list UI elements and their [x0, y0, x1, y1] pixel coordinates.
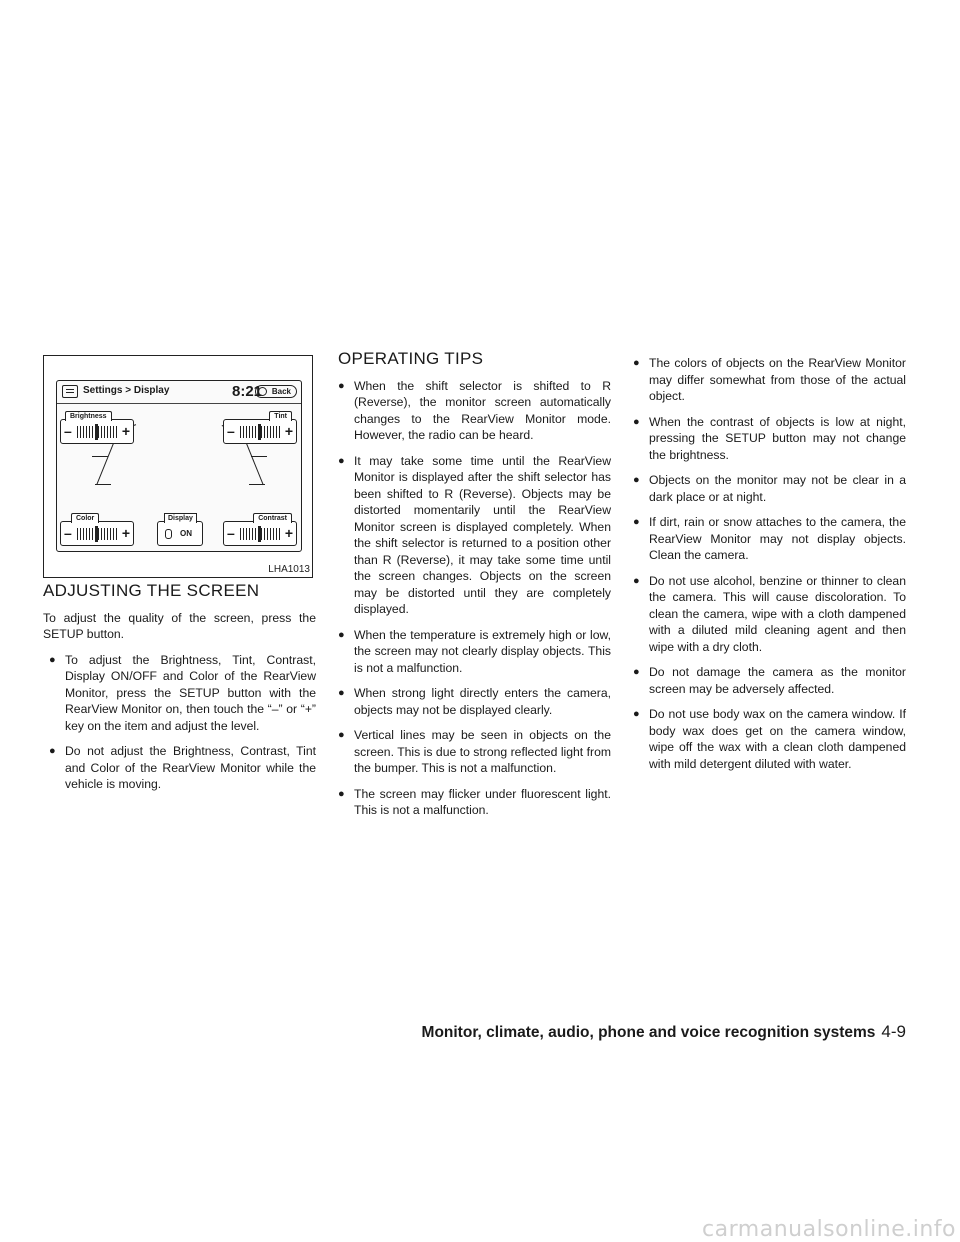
- list-item: ● Do not use alcohol, benzine or thinner to clean the camera. This will cause discoloration. To clean the camera, wipe with a cloth dampened with a diluted mild cleaning agent and then wipe with a dry cloth.: [633, 573, 906, 656]
- contrast-label: Contrast: [253, 513, 292, 523]
- list-item: ● When the contrast of objects is low at night, pressing the SETUP button may not change the brightness.: [633, 414, 906, 464]
- adjusting-intro: To adjust the quality of the screen, press the SETUP button.: [43, 610, 316, 641]
- list-item: ● When the shift selector is shifted to R (Reverse), the monitor screen automatically changes to the RearView Monitor mode. However, the radio can be heard.: [338, 378, 611, 444]
- display-state: ON: [180, 529, 192, 538]
- screen-title: Settings > Display: [83, 385, 170, 396]
- brightness-label: Brightness: [65, 411, 112, 421]
- list-item: ● To adjust the Brightness, Tint, Contrast, Display ON/OFF and Color of the RearView Monitor, press the SETUP button with the RearView Monitor on, then touch the “–” or “+” key on the item and adjust the level.: [49, 652, 316, 735]
- tips-list: [338, 378, 611, 819]
- color-plus-button[interactable]: +: [121, 525, 130, 541]
- watermark: carmanualsonline.info: [702, 1217, 956, 1242]
- column-tips: [338, 351, 611, 828]
- list-item: ● When the temperature is extremely high or low, the screen may not clearly display objects. This is not a malfunction.: [338, 627, 611, 677]
- list-item: ● Do not adjust the Brightness, Contrast, Tint and Color of the RearView Monitor while the vehicle is moving.: [49, 743, 316, 793]
- display-label: Display: [164, 513, 197, 523]
- tips-list-continued: [633, 355, 906, 772]
- back-label: Back: [271, 387, 291, 396]
- page-number: 4-9: [881, 1022, 906, 1041]
- list-item: ● Do not use body wax on the camera window. If body wax does get on the camera window, wipe off the wax with a clean cloth dampened with mild detergent diluted with water.: [633, 706, 906, 772]
- contrast-plus-button[interactable]: +: [284, 525, 293, 541]
- tint-minus-button[interactable]: –: [227, 423, 235, 439]
- tips-heading: OPERATING TIPS: [338, 349, 484, 368]
- clock: 8:21: [232, 383, 263, 400]
- list-item: ● Objects on the monitor may not be clear in a dark place or at night.: [633, 472, 906, 505]
- page-footer: [420, 1022, 906, 1042]
- list-item: ● It may take some time until the RearView Monitor is displayed after the shift selector has been shifted to R (Reverse). Objects may be distorted momentarily until the RearView Monitor screen is displayed completely. When the shift selector is returned to a position other than R (Reverse), it may take some time until the screen changes. Objects on the screen may be distorted until they are completely displayed.: [338, 453, 611, 618]
- adjusting-list: [49, 652, 316, 793]
- tint-label: Tint: [269, 411, 292, 421]
- column-tips-continued: [633, 355, 906, 781]
- section-title: Monitor, climate, audio, phone and voice recognition systems: [421, 1024, 876, 1041]
- list-item: ● Do not damage the camera as the monitor screen may be adversely affected.: [633, 664, 906, 697]
- column-adjusting: [43, 355, 316, 802]
- brightness-minus-button[interactable]: –: [64, 423, 72, 439]
- list-item: ● The colors of objects on the RearView Monitor may differ somewhat from those of the actual object.: [633, 355, 906, 405]
- color-label: Color: [71, 513, 99, 523]
- tint-plus-button[interactable]: +: [284, 423, 293, 439]
- color-minus-button[interactable]: –: [64, 525, 72, 541]
- adjusting-heading: ADJUSTING THE SCREEN: [43, 581, 260, 600]
- contrast-minus-button[interactable]: –: [227, 525, 235, 541]
- list-item: ● The screen may flicker under fluorescent light. This is not a malfunction.: [338, 786, 611, 819]
- brightness-plus-button[interactable]: +: [121, 423, 130, 439]
- list-item: ● Vertical lines may be seen in objects on the screen. This is due to strong reflected light from the bumper. This is not a malfunction.: [338, 727, 611, 777]
- list-item: ● When strong light directly enters the camera, objects may not be displayed clearly.: [338, 685, 611, 718]
- list-item: ● If dirt, rain or snow attaches to the camera, the RearView Monitor may not display objects. Clean the camera.: [633, 514, 906, 564]
- figure-label: LHA1013: [268, 564, 310, 575]
